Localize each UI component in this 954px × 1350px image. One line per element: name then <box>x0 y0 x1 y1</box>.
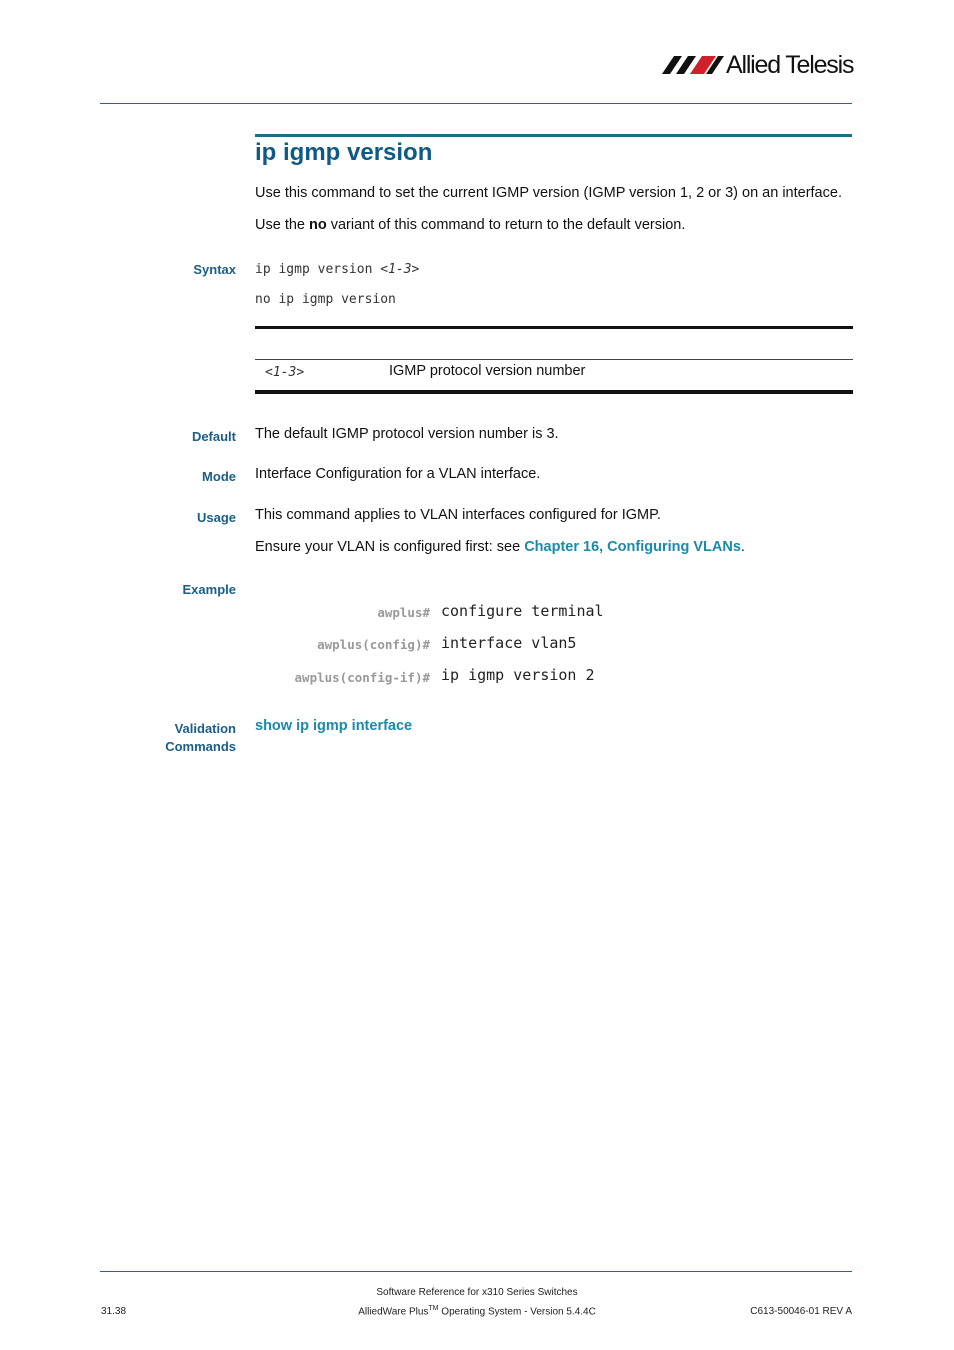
page-number: 31.38 <box>101 1306 127 1317</box>
example-label: Example <box>182 582 236 597</box>
header-rule <box>100 103 852 104</box>
intro-line-2 <box>255 217 685 233</box>
syntax-cmd1-post: > <box>411 262 420 277</box>
syntax-command-2: no ip igmp version <box>255 292 396 307</box>
example-command-1: configure terminal <box>441 602 604 620</box>
intro-line-1: Use this command to set the current IGMP version (IGMP version 1, 2 or 3) on an interface. <box>255 185 842 201</box>
footer-rule <box>100 1271 852 1272</box>
footer-product: AlliedWare Plus <box>358 1306 429 1318</box>
validation-label <box>86 720 236 756</box>
param-post: > <box>296 365 305 380</box>
validation-label-line-2: Commands <box>165 739 236 754</box>
footer-trademark: TM <box>428 1305 439 1312</box>
usage-label: Usage <box>196 510 236 525</box>
footer-line-1: Software Reference for x310 Series Switches <box>376 1287 578 1298</box>
usage-text-2 <box>255 539 745 555</box>
mode-label: Mode <box>202 469 236 484</box>
allied-telesis-logo <box>660 50 855 80</box>
syntax-command-1 <box>255 262 419 277</box>
param-table-bottom-rule <box>255 390 853 394</box>
intro-line-2-post: variant of this command to return to the default version. <box>326 217 686 233</box>
syntax-cmd1-param: 1-3 <box>388 262 412 277</box>
validation-label-line-1: Validation <box>174 721 236 736</box>
example-command-2: interface vlan5 <box>441 634 577 652</box>
syntax-label: Syntax <box>193 262 236 277</box>
default-text: The default IGMP protocol version number is 3. <box>255 426 559 442</box>
usage-text-2-post: . <box>740 539 745 555</box>
mode-text: Interface Configuration for a VLAN interface. <box>255 466 541 482</box>
usage-text-2-pre: Ensure your VLAN is configured first: see <box>255 539 525 555</box>
param-table-description: IGMP protocol version number <box>389 363 586 379</box>
title-rule <box>255 134 852 137</box>
default-label: Default <box>191 429 236 444</box>
example-prompt-3: awplus(config-if)# <box>294 670 430 685</box>
example-prompt-2: awplus(config)# <box>317 637 430 652</box>
document-id: C613-50046-01 REV A <box>750 1306 852 1317</box>
footer-version: Operating System - Version 5.4.4C <box>438 1306 596 1318</box>
chapter-16-link[interactable]: Chapter 16, Configuring VLANs <box>524 539 741 555</box>
param-table-header-rule <box>255 359 853 360</box>
show-ip-igmp-interface-link[interactable]: show ip igmp interface <box>255 718 413 734</box>
usage-text-1: This command applies to VLAN interfaces configured for IGMP. <box>255 507 661 523</box>
logo-text: Allied Telesis <box>726 51 854 79</box>
logo-mark-icon <box>660 50 726 80</box>
param-name: 1-3 <box>272 365 297 380</box>
param-table-param <box>265 365 304 380</box>
page-title: ip igmp version <box>255 139 433 166</box>
intro-line-2-pre: Use the <box>255 217 309 233</box>
example-command-3: ip igmp version 2 <box>441 666 595 684</box>
intro-no-keyword: no <box>309 217 327 233</box>
example-prompt-1: awplus# <box>377 605 430 620</box>
syntax-cmd1-pre: ip igmp version < <box>255 262 389 277</box>
param-table-top-rule <box>255 326 853 329</box>
param-pre: < <box>265 365 273 380</box>
